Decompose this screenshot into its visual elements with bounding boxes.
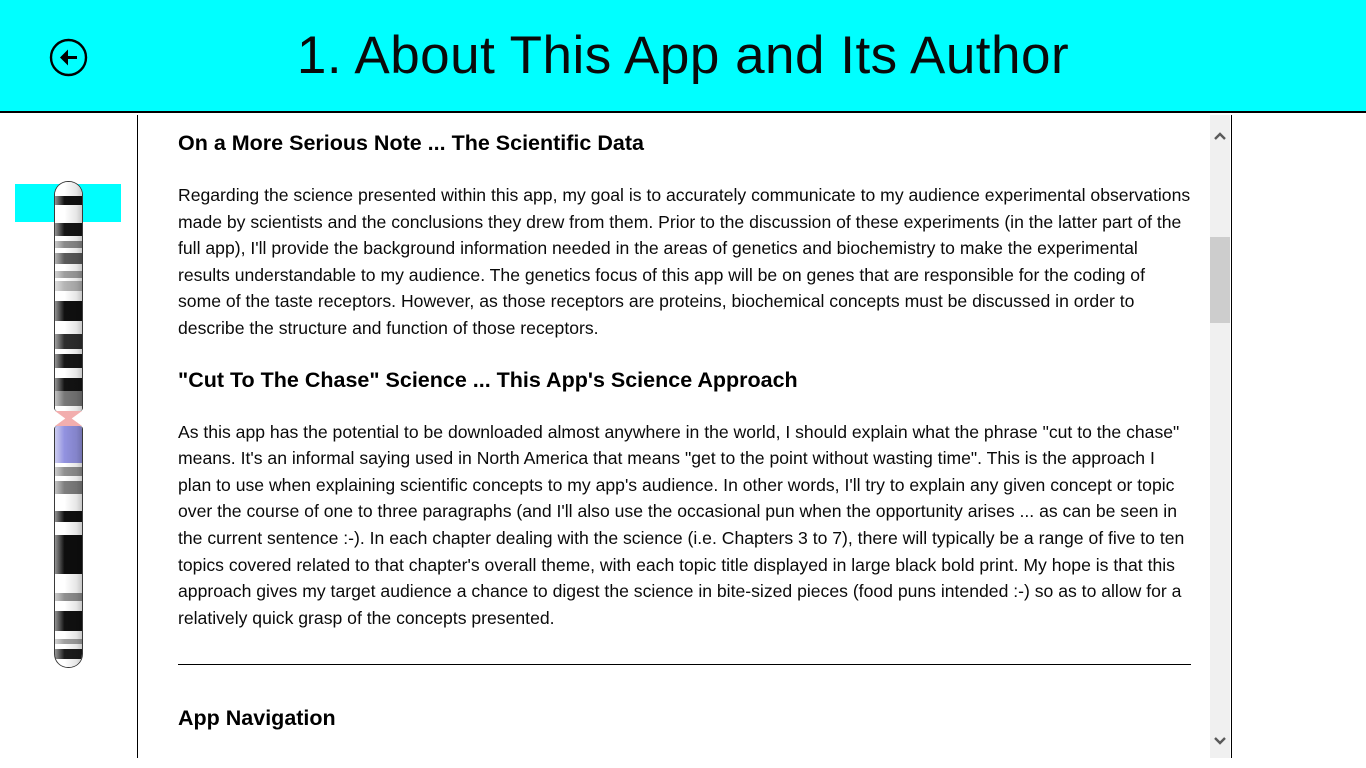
chromosome-band [55,223,82,236]
chevron-down-icon [1214,733,1226,748]
chromosome-q-arm [54,426,83,668]
back-arrow-icon [49,65,88,80]
chromosome-band [55,291,82,301]
chromosome-band [55,271,82,278]
section-heading-app-navigation: App Navigation [178,706,336,731]
scrollbar-thumb[interactable] [1210,237,1230,323]
section-paragraph-cut-to-the-chase: As this app has the potential to be downloaded almost anywhere in the world, I should explain what the phrase "cut to the chase" means. It's an informal saying used in North America that means "get to the point without wasting time". This is the approach I plan to use when explaining scientific concepts to my app's audience. In other words, I'll try to explain any given concept or topic over the course of one to three paragraphs (and I'll also use the occasional pun when the opportunity arises ... as can be seen in the current sentence :-). In each chapter dealing with the science (i.e. Chapters 3 to 7), there will typically be a range of five to ten topics covered related to that chapter's overall theme, with each topic title displayed in large black bold print. My hope is that this approach gives my target audience a chance to digest the science in bite-sized pieces (food puns intended :-) so as to allow for a relatively quick grasp of the concepts presented. [178,421,1185,628]
chromosome-band [55,611,82,631]
scroll-up-button[interactable] [1210,123,1230,147]
chromosome-band [55,574,82,593]
chromosome-band [55,264,82,271]
back-button[interactable] [49,38,88,77]
content-panel [137,115,1232,758]
chromosome-band [55,649,82,659]
chromosome-band [55,535,82,574]
chromosome-band [55,494,82,511]
chromosome-band [55,659,82,668]
app-header [0,0,1366,113]
chromosome-band [55,301,82,321]
section-paragraph-scientific-data: Regarding the science presented within this app, my goal is to accurately communicate to my audience experimental observations made by scientists and the conclusions they drew from them. Prior to the discussion of these experiments (in the latter part of the full app), I'll provide the background information needed in the areas of genetics and biochemistry to make the experimental results understandable to my audience. The genetics focus of this app will be on genes that are responsible for the coding of some of the taste receptors. However, as those receptors are proteins, biochemical concepts must be discussed in order to describe the structure and function of those receptors. [178,185,1191,338]
chromosome-band [55,253,82,264]
chromosome-band [55,522,82,535]
section-heading-cut-to-the-chase: "Cut To The Chase" Science ... This App's Science Approach [178,367,798,392]
chromosome-band [55,196,82,205]
chromosome-band [55,511,82,522]
chromosome-band [55,205,82,223]
chromosome-band [55,631,82,639]
chromosome-band [55,406,82,410]
chromosome-band [55,182,82,196]
chapter-sidebar [0,115,137,768]
chromosome-band [55,593,82,601]
chromosome-ideogram-image [54,181,83,668]
chromosome-band [55,241,82,248]
chromosome-band [55,481,82,494]
chromosome-band [55,391,82,406]
vertical-scrollbar[interactable] [1210,115,1230,758]
scroll-down-button[interactable] [1210,728,1230,752]
chromosome-band [55,378,82,391]
chromosome-centromere [55,411,82,426]
chevron-up-icon [1214,128,1226,143]
chromosome-band [55,426,82,463]
chromosome-band [55,281,82,291]
chromosome-band [55,368,82,378]
chromosome-band [55,321,82,334]
section-divider [178,664,1191,665]
chromosome-band [55,334,82,349]
chromosome-band [55,601,82,611]
chromosome-band [55,467,82,476]
chromosome-band [55,354,82,368]
section-heading-scientific-data: On a More Serious Note ... The Scientific Data [178,131,644,155]
content-text-column [178,115,1191,732]
page-title: 1. About This App and Its Author [296,26,1070,85]
chromosome-p-arm [54,181,83,411]
